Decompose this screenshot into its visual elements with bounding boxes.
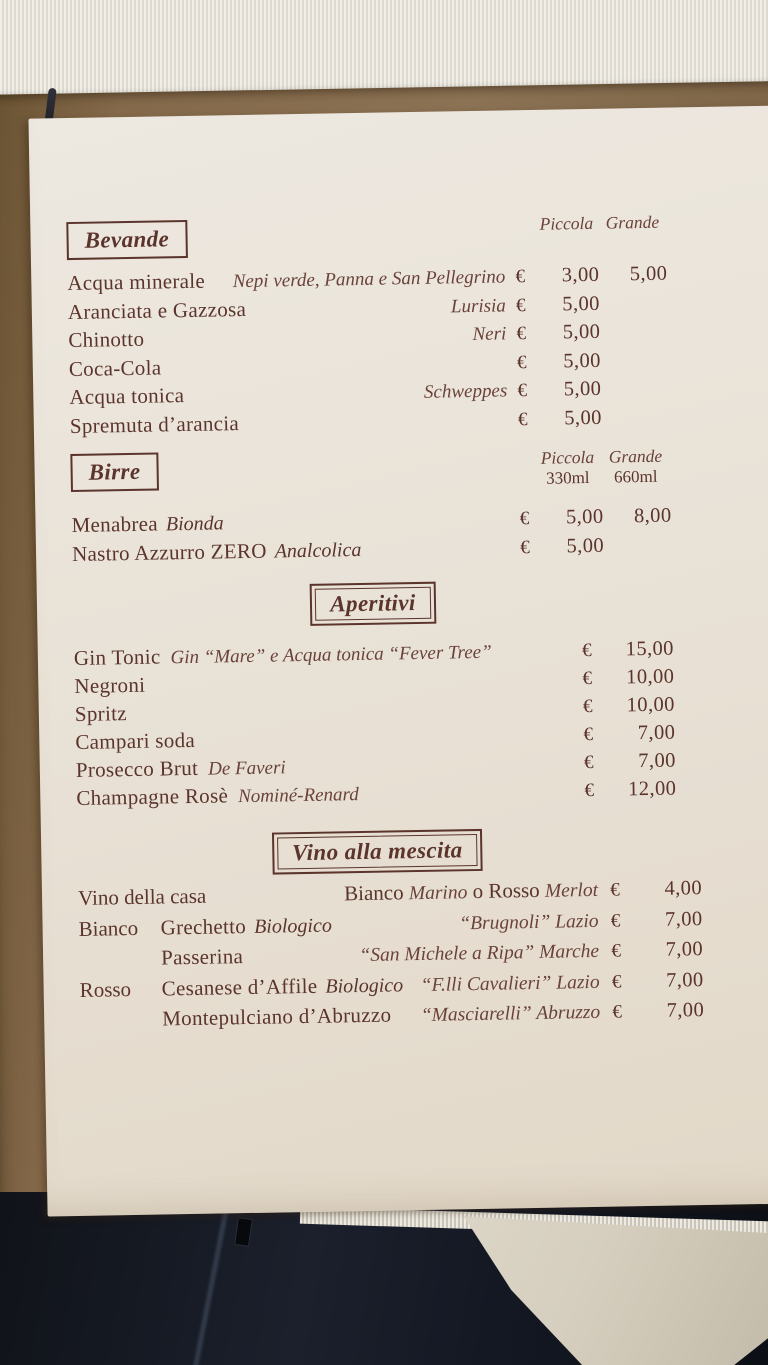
vino-title-box	[272, 829, 483, 875]
wine-origin-part: “Masciarelli” Abruzzo	[420, 1001, 601, 1027]
euro-sign: €	[612, 1001, 623, 1023]
wine-category: Rosso	[79, 976, 132, 1002]
birre-header	[70, 444, 671, 497]
column-size-660ml: 660ml	[613, 466, 658, 487]
bevande-header	[66, 212, 667, 260]
price-small: 3,00	[561, 263, 600, 287]
euro-sign: €	[610, 879, 620, 901]
spacer	[391, 1021, 421, 1022]
spacer	[492, 656, 570, 657]
euro-sign: €	[582, 667, 593, 690]
item-name: Spritz	[74, 701, 128, 726]
item-name: Negroni	[74, 672, 146, 698]
item-price: 10,00	[626, 693, 675, 717]
price-large: 8,00	[633, 504, 672, 528]
euro-sign: €	[581, 639, 592, 662]
price-small: 5,00	[563, 349, 601, 372]
item-price: 7,00	[665, 938, 704, 961]
section-bevande	[66, 212, 670, 441]
wine-origin-part: Bianco	[343, 880, 410, 906]
item-note: Schweppes	[423, 380, 508, 403]
item-price: 7,00	[664, 907, 703, 931]
price-small: 5,00	[566, 534, 605, 557]
item-price: 7,00	[638, 749, 676, 773]
price-large	[601, 394, 669, 395]
wine-origin-part: Merlot	[544, 879, 599, 902]
item-price: 12,00	[627, 777, 677, 801]
euro-sign: €	[520, 536, 530, 558]
wine-origin-part: “Brugnoli” Lazio	[459, 910, 599, 934]
item-name: Spremuta d’arancia	[69, 410, 240, 438]
euro-sign: €	[519, 508, 530, 530]
bevande-rows	[67, 260, 670, 441]
euro-sign: €	[582, 695, 593, 718]
wine-category: Vino della casa	[77, 883, 207, 910]
wine-origin-part: “San Michele a Ripa” Marche	[359, 940, 600, 967]
section-birre	[70, 444, 672, 569]
item-name: Chinotto	[68, 326, 145, 353]
column-header-piccola-330	[534, 447, 601, 489]
wine-origin-part: o Rosso	[467, 877, 546, 904]
section-vino-alla-mescita	[77, 826, 705, 1037]
price-large: 5,00	[629, 262, 668, 286]
vino-header	[77, 826, 678, 878]
menu-page	[28, 105, 768, 1216]
menu-content	[66, 211, 705, 1037]
column-header-grande: Grande	[605, 211, 660, 233]
wine-origin-part: “F.lli Cavalieri” Lazio	[420, 971, 600, 996]
spacer	[206, 900, 344, 902]
item-variant: Analcolica	[274, 538, 362, 562]
item-price: 15,00	[625, 637, 675, 661]
item-name: Campari soda	[75, 727, 196, 754]
item-name: Prosecco Brut	[75, 755, 199, 782]
item-variant: Bionda	[165, 512, 224, 536]
item-price: 7,00	[665, 968, 704, 992]
spacer	[161, 368, 506, 374]
spacer	[332, 929, 459, 931]
aperitivi-rows	[74, 635, 677, 813]
column-header-grande-660	[600, 446, 671, 488]
bevande-title-box: Bevande	[66, 220, 187, 260]
price-large	[604, 550, 672, 551]
spacer	[246, 312, 451, 316]
item-note: Neri	[472, 323, 507, 345]
item-variant: Biologico	[253, 914, 333, 938]
spacer	[144, 340, 472, 346]
price-small: 5,00	[562, 292, 600, 315]
aperitivi-title-box	[310, 582, 436, 626]
spacer	[359, 796, 573, 800]
euro-sign: €	[517, 408, 528, 430]
item-name: Gin Tonic	[73, 644, 161, 671]
column-header-piccola: Piccola	[539, 212, 594, 234]
spacer	[184, 398, 424, 402]
euro-sign: €	[515, 266, 526, 288]
item-price: 10,00	[626, 665, 675, 689]
item-name: Coca-Cola	[68, 354, 162, 381]
spacer	[187, 214, 534, 220]
item-note: Gin “Mare” e Acqua tonica “Fever Tree”	[170, 641, 492, 669]
vino-title: Vino alla mescita	[277, 834, 478, 869]
item-name: Cesanese d’Affile	[161, 973, 318, 1001]
wine-category	[79, 965, 161, 966]
spacer	[361, 553, 510, 556]
item-variant: Biologico	[325, 973, 404, 998]
aperitivi-title: Aperitivi	[315, 587, 431, 621]
item-note: De Faveri	[207, 757, 286, 780]
spacer	[239, 425, 508, 430]
price-small: 5,00	[564, 406, 602, 429]
birre-title-box: Birre	[70, 453, 158, 493]
item-name: Aranciata e Gazzosa	[67, 296, 247, 324]
wine-category	[80, 1026, 162, 1027]
spacer	[224, 524, 510, 529]
euro-sign: €	[611, 940, 622, 962]
spacer	[243, 961, 359, 963]
section-aperitivi	[73, 578, 677, 813]
item-price: 4,00	[664, 877, 703, 900]
column-header-piccola: Piccola	[540, 446, 595, 468]
euro-sign: €	[515, 294, 526, 316]
item-name: Passerina	[160, 944, 244, 970]
item-note: Nominé-Renard	[237, 784, 359, 808]
item-price: 7,00	[666, 999, 705, 1022]
column-header-grande: Grande	[608, 445, 663, 467]
price-large	[600, 308, 668, 309]
spacer	[195, 740, 571, 747]
price-small: 5,00	[562, 320, 601, 344]
price-small: 5,00	[565, 505, 604, 529]
spacer	[286, 768, 572, 773]
aperitivi-header	[73, 578, 674, 630]
spacer	[127, 712, 571, 720]
euro-sign: €	[516, 323, 527, 345]
item-name: Menabrea	[71, 511, 159, 538]
item-price: 7,00	[637, 721, 676, 745]
price-large	[602, 422, 670, 423]
item-name: Grechetto	[160, 913, 247, 940]
column-size-330ml: 330ml	[545, 467, 590, 488]
vino-rows	[78, 873, 705, 1036]
price-large	[600, 337, 668, 338]
item-name: Nastro Azzurro ZERO	[71, 538, 267, 566]
euro-sign: €	[516, 351, 527, 373]
price-large	[601, 365, 669, 366]
spacer	[158, 446, 534, 453]
euro-sign: €	[584, 779, 595, 802]
item-note: Nepi verde, Panna e San Pellegrino	[232, 266, 506, 293]
item-name: Champagne Rosè	[76, 783, 229, 810]
item-name: Acqua tonica	[69, 383, 185, 410]
spacer	[145, 684, 570, 691]
item-name: Acqua minerale	[67, 268, 206, 296]
euro-sign: €	[610, 910, 621, 932]
price-small: 5,00	[563, 377, 602, 401]
euro-sign: €	[611, 971, 622, 993]
item-name: Montepulciano d’Abruzzo	[161, 1002, 392, 1031]
euro-sign: €	[583, 751, 594, 774]
birre-rows	[71, 502, 672, 569]
item-note: Lurisia	[450, 294, 506, 317]
euro-sign: €	[583, 723, 594, 746]
euro-sign: €	[517, 380, 528, 402]
wine-category: Bianco	[78, 915, 139, 941]
wine-origin-part: Marino	[408, 882, 468, 905]
